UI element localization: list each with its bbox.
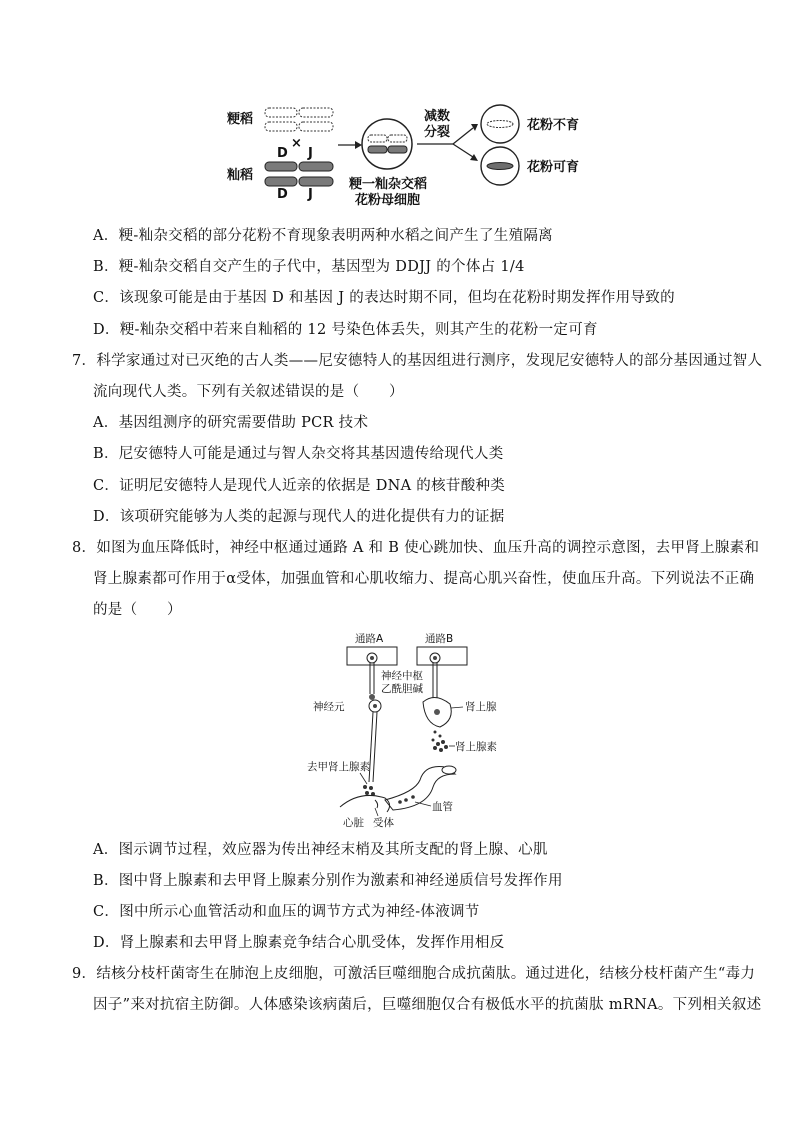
q6-option-d: D．粳-籼杂交稻中若来自籼稻的 12 号染色体丢失，则其产生的花粉一定可育 [93,322,598,338]
vessel-label: 血管 [432,801,453,813]
label-japonica: 粳稻 [227,112,254,127]
neuron-label: 神经元 [313,701,345,713]
rice-hybrid-diagram [225,100,595,212]
q8-option-a: A．图示调节过程，效应器为传出神经末梢及其所支配的肾上腺、心肌 [93,842,548,858]
heart-label: 心脏 [343,817,364,829]
q7-option-b: B．尼安德特人可能是通过与智人杂交将其基因遗传给现代人类 [93,446,504,462]
hybrid-label-2: 花粉母细胞 [355,193,421,208]
q6-option-b: B．粳-籼杂交稻自交产生的子代中，基因型为 DDJJ 的个体占 1/4 [93,259,525,275]
meiosis-label-1: 减数 [424,109,451,124]
norepinephrine-particles [363,785,375,796]
gene-d-top: D [277,146,288,161]
q9-stem-line-2: 因子”来对抗宿主防御。人体感染该病菌后，巨噬细胞仅合有极低水平的抗菌肽 mRNA。下列相关叙述 [93,997,762,1013]
q7-stem-line-1: 7．科学家通过对已灭绝的古人类——尼安德特人的基因组进行测序，发现尼安德特人的部分基因通过智人 [72,353,763,369]
gene-j-bottom: J [308,187,313,202]
fertile-label: 花粉可育 [527,160,580,175]
q8-stem-line-1: 8．如图为血压降低时，神经中枢通过通路 A 和 B 使心跳加快、血压升高的调控示意图，去甲肾上腺素和 [72,540,760,556]
q8-stem-line-3: 的是（ ） [93,602,182,618]
acetylcholine-label: 乙酰胆碱 [381,683,423,695]
hybrid-label-1: 粳一籼杂交稻 [349,177,428,192]
sterile-pollen-cell [481,105,519,143]
q7-option-a: A．基因组测序的研究需要借助 PCR 技术 [93,415,369,431]
label-indica: 籼稻 [227,168,254,183]
pollen-mother-cell [362,119,412,169]
epinephrine-particles [432,731,449,753]
epinephrine-label: 肾上腺素 [455,741,497,753]
pathway-b-box [417,647,467,665]
pathway-b-label: 通路B [425,633,454,645]
cross-symbol: × [291,136,302,151]
blood-pressure-diagram [305,632,535,832]
gene-j-top: J [308,146,313,161]
q6-option-a: A．粳-籼杂交稻的部分花粉不育现象表明两种水稻之间产生了生殖隔离 [93,228,553,244]
japonica-chromosomes [265,108,333,131]
fertile-pollen-cell [481,147,519,185]
gene-d-bottom: D [277,187,288,202]
q8-option-d: D．肾上腺素和去甲肾上腺素竞争结合心肌受体，发挥作用相反 [93,935,505,951]
receptor-label: 受体 [373,817,394,829]
q9-stem-line-1: 9．结核分枝杆菌寄生在肺泡上皮细胞，可激活巨噬细胞合成抗菌肽。通过进化，结核分枝杆菌产生“毒力 [72,966,756,982]
sterile-label: 花粉不育 [527,118,580,133]
heart-tissue [340,795,390,812]
q6-option-c: C．该现象可能是由于基因 D 和基因 J 的表达时期不同，但均在花粉时期发挥作用导致的 [93,290,675,306]
q8-option-b: B．图中肾上腺素和去甲肾上腺素分别作为激素和神经递质信号发挥作用 [93,873,563,889]
indica-chromosomes [265,162,333,186]
norepinephrine-label: 去甲肾上腺素 [307,761,370,773]
q7-option-c: C．证明尼安德特人是现代人近亲的依据是 DNA 的核苷酸种类 [93,478,506,494]
neural-center-label: 神经中枢 [381,670,423,682]
q7-stem-line-2: 流向现代人类。下列有关叙述错误的是（ ） [93,384,404,400]
q8-stem-line-2: 肾上腺素都可作用于α受体，加强血管和心肌收缩力、提高心肌兴奋性，使血压升高。下列说法不正确 [93,571,755,587]
pathway-a-label: 通路A [355,633,384,645]
meiosis-label-2: 分裂 [424,125,451,140]
adrenal-label: 肾上腺 [465,701,497,713]
q7-option-d: D．该项研究能够为人类的起源与现代人的进化提供有力的证据 [93,509,505,525]
q8-option-c: C．图中所示心血管活动和血压的调节方式为神经-体液调节 [93,904,480,920]
